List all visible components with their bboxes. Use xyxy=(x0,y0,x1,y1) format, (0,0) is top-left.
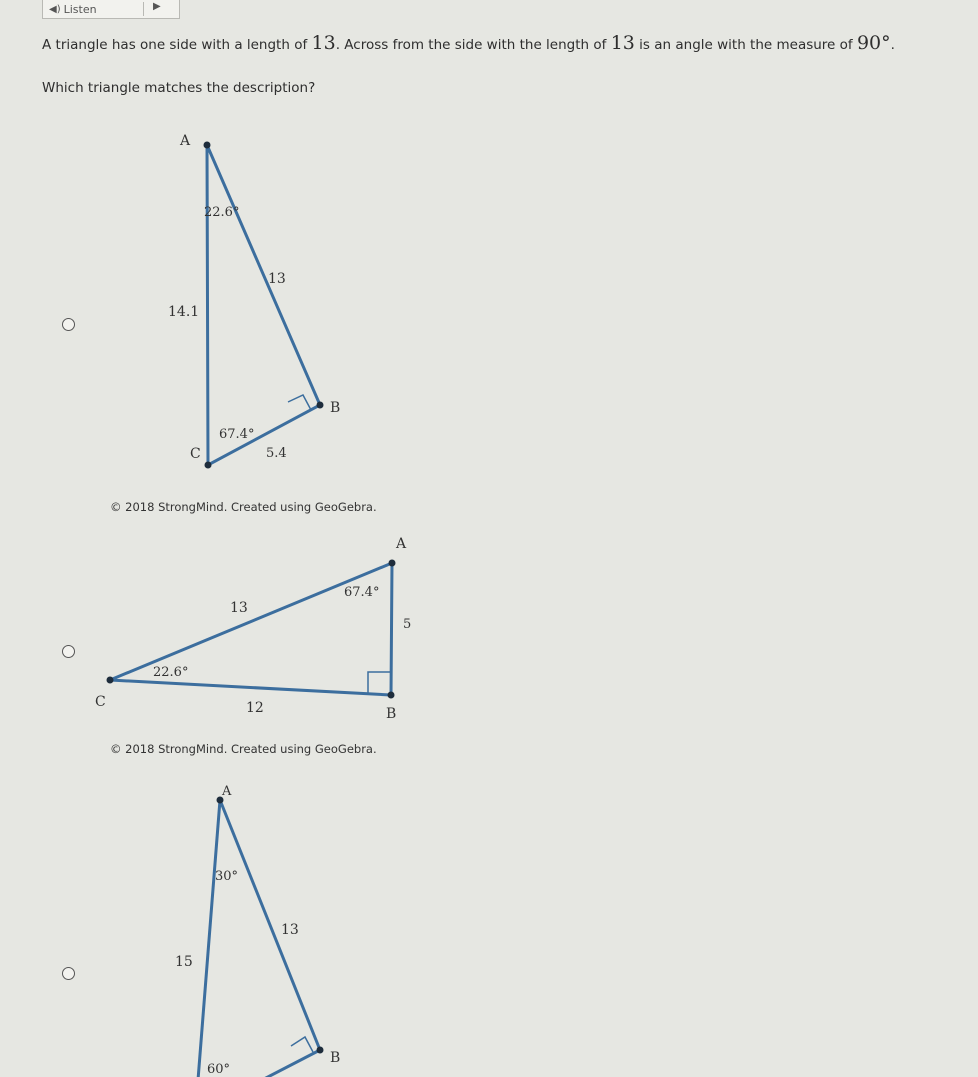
angle-label-a: 22.6° xyxy=(204,205,240,220)
side-label-ac: 15 xyxy=(175,954,193,970)
vertex-point-b xyxy=(317,402,324,409)
vertex-point-c xyxy=(107,677,114,684)
side-ac-line xyxy=(198,800,220,1077)
option-1-credit: © 2018 StrongMind. Created using GeoGebra. xyxy=(110,500,377,514)
vertex-point-b xyxy=(317,1047,324,1054)
vertex-point-a xyxy=(389,560,396,567)
angle-value: 90° xyxy=(856,32,891,54)
length-value-2: 13 xyxy=(610,32,635,54)
question-prompt: Which triangle matches the description? xyxy=(42,80,316,96)
side-label-ac: 13 xyxy=(230,600,248,616)
vertex-label-b: B xyxy=(330,1050,341,1066)
play-icon[interactable]: ▶ xyxy=(153,1,161,12)
vertex-point-a xyxy=(204,142,211,149)
right-angle-marker xyxy=(368,672,391,695)
length-value: 13 xyxy=(311,32,336,54)
vertex-label-c: C xyxy=(190,446,201,462)
vertex-label-c: C xyxy=(95,694,106,710)
angle-label-a: 30° xyxy=(215,869,239,884)
speaker-icon: ◀) xyxy=(49,3,61,15)
vertex-label-b: B xyxy=(386,706,397,722)
side-label-cb: 12 xyxy=(246,700,264,716)
vertex-label-a: A xyxy=(396,536,407,552)
vertex-label-a: A xyxy=(180,133,191,149)
listen-label: Listen xyxy=(63,2,97,16)
vertex-point-b xyxy=(388,692,395,699)
option-2-triangle xyxy=(95,536,411,722)
angle-label-a: 67.4° xyxy=(344,585,380,600)
angle-label-c: 67.4° xyxy=(219,427,255,442)
vertex-point-c xyxy=(205,462,212,469)
vertex-label-a: A xyxy=(222,784,232,799)
option-1-triangle xyxy=(168,133,340,469)
angle-label-c: 22.6° xyxy=(153,665,189,680)
right-angle-marker xyxy=(291,1037,313,1052)
option-2-credit: © 2018 StrongMind. Created using GeoGebra. xyxy=(110,742,377,756)
right-angle-marker xyxy=(288,395,311,410)
vertex-label-b: B xyxy=(330,400,341,416)
triangle-1-shape xyxy=(207,145,320,465)
question-text: A triangle has one side with a length of 13. Across from the side with the length of 13 is an angle with the measure of 90°. xyxy=(42,32,895,54)
side-bc-line xyxy=(262,1050,320,1077)
angle-label-c: 60° xyxy=(207,1062,231,1077)
option-3-triangle xyxy=(175,784,340,1077)
side-label-ab: 13 xyxy=(268,271,286,287)
side-label-ab: 5 xyxy=(403,617,412,632)
side-ab-line xyxy=(220,800,320,1050)
side-label-ac: 14.1 xyxy=(168,304,200,320)
side-label-ab: 13 xyxy=(281,922,299,938)
side-label-bc: 5.4 xyxy=(266,446,287,461)
